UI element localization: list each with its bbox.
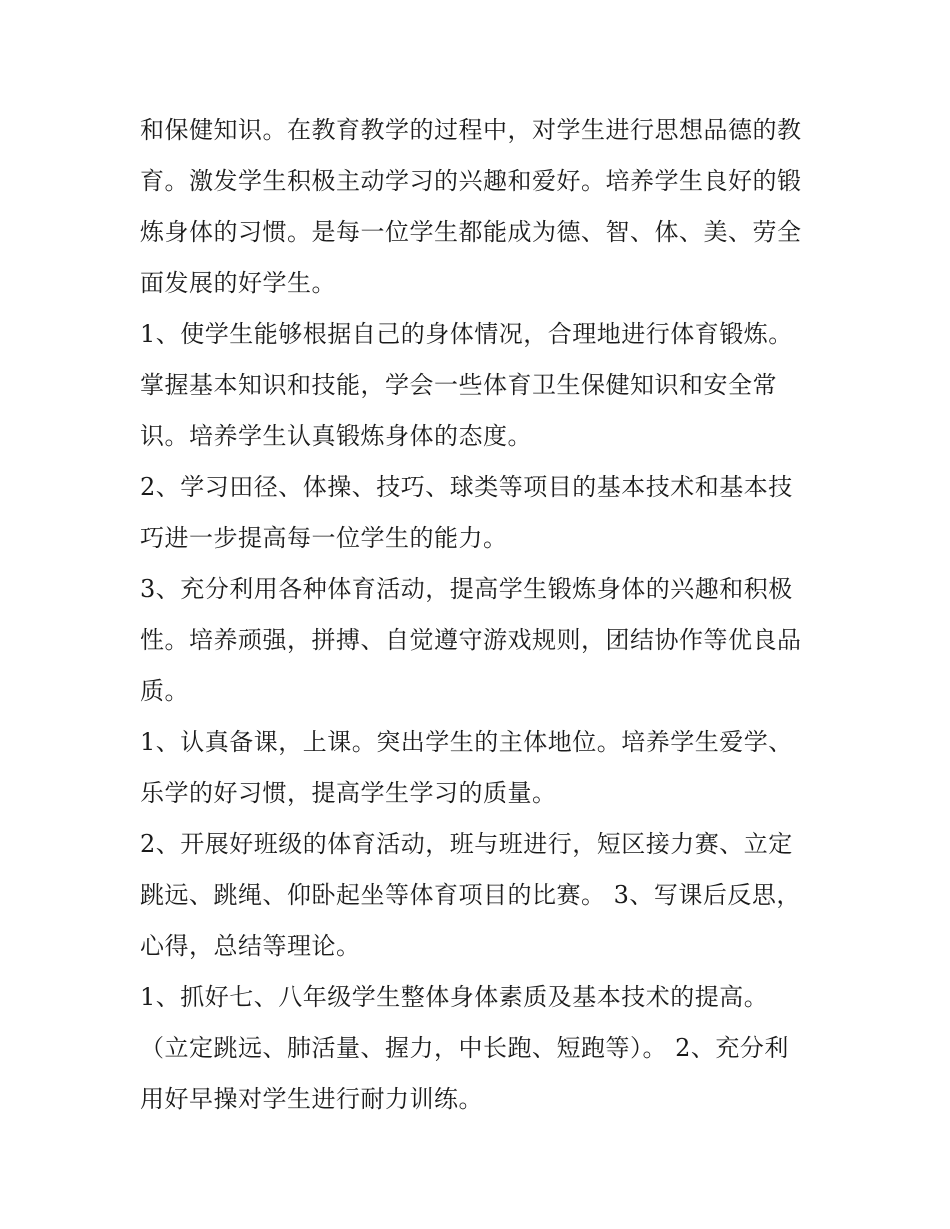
text-line: 面发展的好学生。 xyxy=(140,269,336,297)
text-line: 1、认真备课，上课。突出学生的主体地位。培养学生爱学、 xyxy=(140,728,793,756)
text-line: 2、开展好班级的体育活动，班与班进行，短区接力赛、立定 xyxy=(140,830,793,858)
text-line: 乐学的好习惯，提高学生学习的质量。 xyxy=(140,779,557,807)
text-line: 巧进一步提高每一位学生的能力。 xyxy=(140,524,508,552)
text-line: 炼身体的习惯。是每一位学生都能成为德、智、体、美、劳全 xyxy=(140,218,802,246)
text-line: 和保健知识。在教育教学的过程中，对学生进行思想品德的教 xyxy=(140,116,802,144)
text-line: 跳远、跳绳、仰卧起坐等体育项目的比赛。 3、写课后反思， xyxy=(140,881,801,909)
text-line: 掌握基本知识和技能，学会一些体育卫生保健知识和安全常 xyxy=(140,371,777,399)
text-line: （立定跳远、肺活量、握力，中长跑、短跑等）。 2、充分利 xyxy=(140,1034,789,1062)
text-line: 识。培养学生认真锻炼身体的态度。 xyxy=(140,422,532,450)
text-line: 1、使学生能够根据自己的身体情况，合理地进行体育锻炼。 xyxy=(140,320,793,348)
text-line: 1、抓好七、八年级学生整体身体素质及基本技术的提高。 xyxy=(140,983,769,1011)
text-line: 2、学习田径、体操、技巧、球类等项目的基本技术和基本技 xyxy=(140,473,793,501)
text-line: 性。培养顽强，拼搏、自觉遵守游戏规则，团结协作等优良品 xyxy=(140,626,802,654)
text-line: 心得，总结等理论。 xyxy=(140,932,361,960)
text-line: 育。激发学生积极主动学习的兴趣和爱好。培养学生良好的锻 xyxy=(140,167,802,195)
text-line: 用好早操对学生进行耐力训练。 xyxy=(140,1085,483,1113)
text-line: 质。 xyxy=(140,677,189,705)
text-line: 3、充分利用各种体育活动，提高学生锻炼身体的兴趣和积极 xyxy=(140,575,793,603)
